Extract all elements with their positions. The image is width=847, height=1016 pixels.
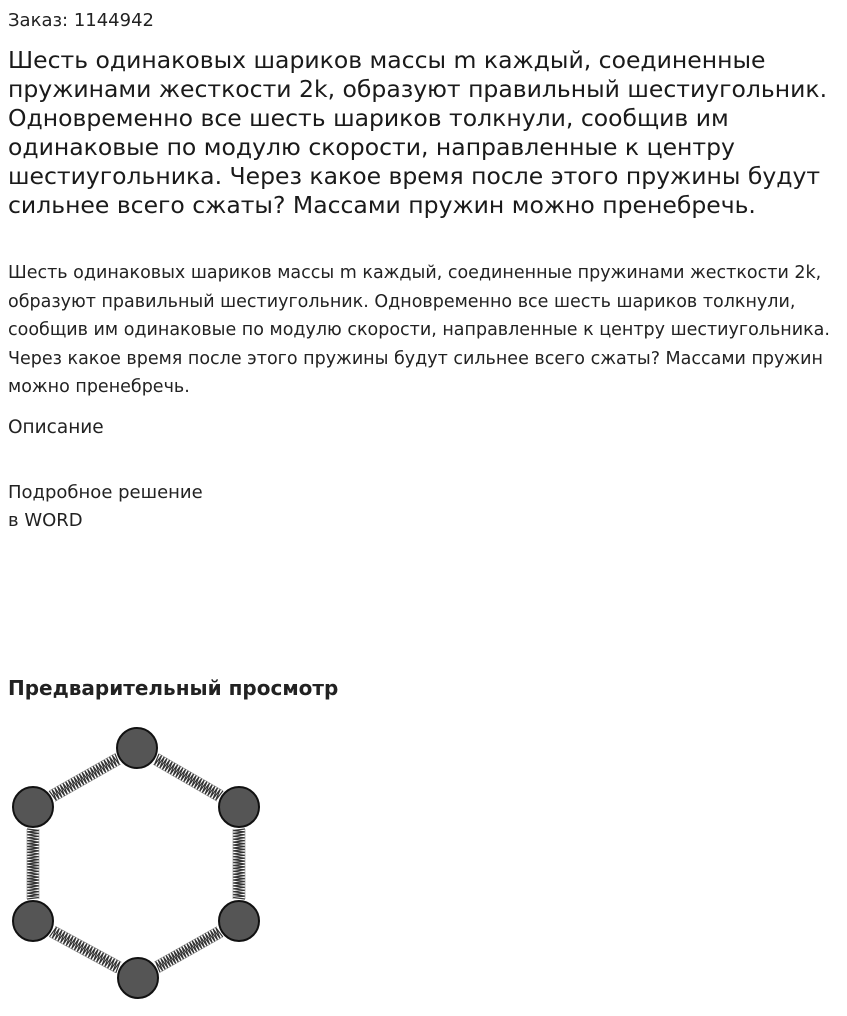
solution-info <box>8 479 203 535</box>
ball <box>13 787 53 827</box>
spring <box>156 927 223 972</box>
ball <box>118 958 158 998</box>
preview-title: Предварительный просмотр <box>8 676 339 700</box>
order-number: Заказ: 1144942 <box>8 10 154 31</box>
spring <box>49 754 119 801</box>
solution-line-1: Подробное решение <box>8 482 203 503</box>
ball <box>117 728 157 768</box>
solution-line-2: в WORD <box>8 510 83 531</box>
hexagon-springs-diagram <box>0 718 280 1008</box>
problem-text: Шесть одинаковых шариков массы m каждый, соединенные пружинами жесткости 2k, образуют правильный шестиугольник. Одновременно все шесть шариков толкнули, сообщив им одинаковые по модулю скорости, направленные к центру шестиугольника. Через какое время после этого пружины будут сильнее всего сжаты? Массами пружин можно пренебречь. <box>8 263 830 397</box>
ball <box>219 787 259 827</box>
description-label: Описание <box>8 417 104 438</box>
spring <box>154 754 223 801</box>
spring <box>233 829 245 899</box>
ball <box>13 901 53 941</box>
springs-group <box>27 754 245 973</box>
balls-group <box>13 728 259 998</box>
problem-title: Шесть одинаковых шариков массы m каждый, соединенные пружинами жесткости 2k, образуют правильный шестиугольник. Одновременно все шесть шариков толкнули, сообщив им одинаковые по модулю скорости, направленные к центру шестиугольника. Через какое время после этого пружины будут сильнее всего сжаты? Массами пружин можно пренебречь. <box>8 46 828 219</box>
spring <box>50 927 121 973</box>
spring <box>27 829 39 899</box>
ball <box>219 901 259 941</box>
